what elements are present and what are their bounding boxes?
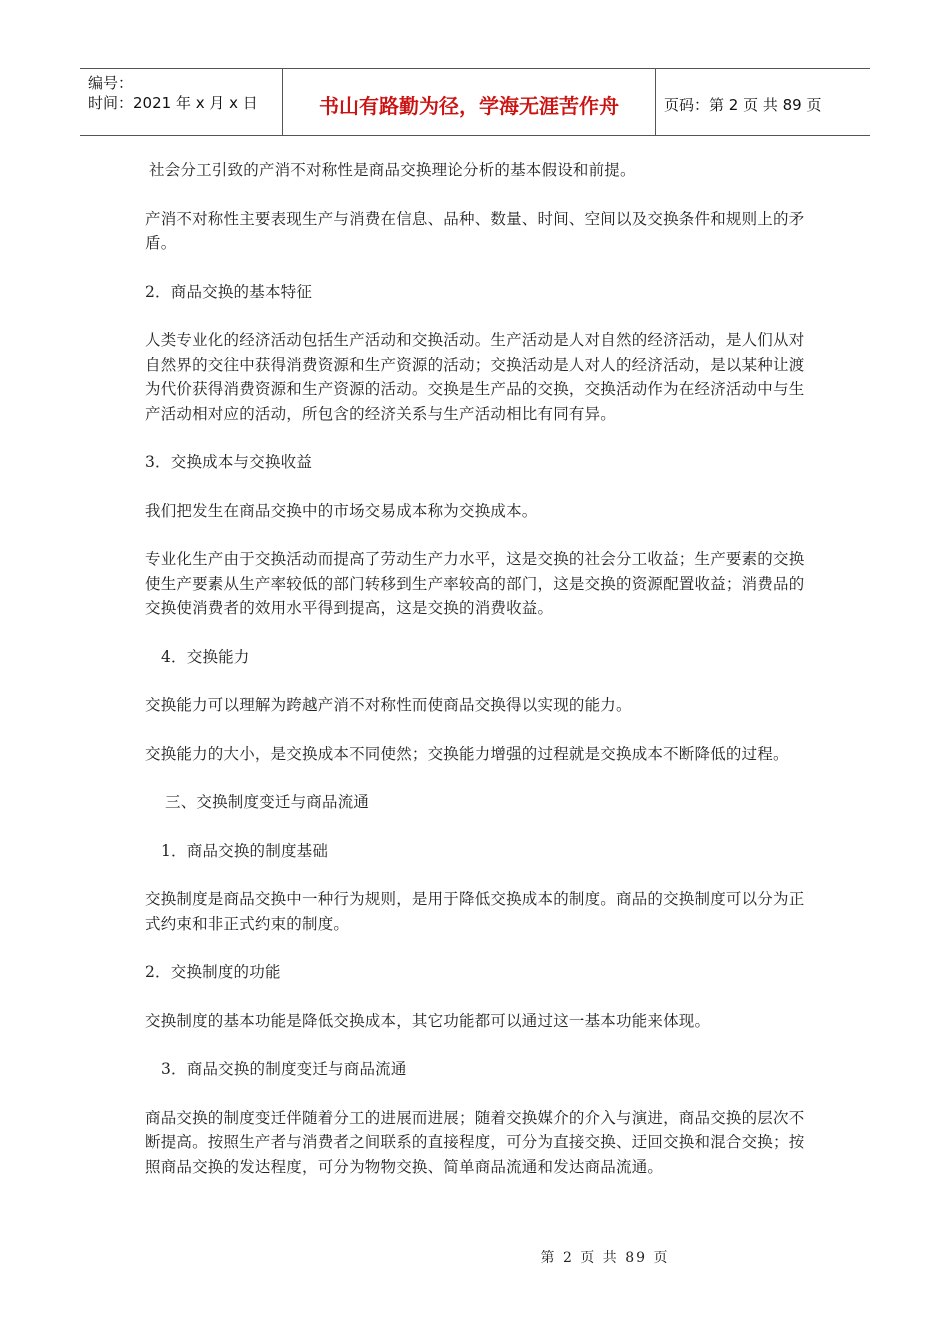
chapter-heading: 三、交换制度变迁与商品流通 xyxy=(165,793,370,811)
header-motto: 书山有路勤为径，学海无涯苦作舟 xyxy=(282,69,656,135)
document-body xyxy=(145,158,810,1179)
footer-page-number: 第 2 页 共 89 页 xyxy=(540,1250,670,1266)
header-meta xyxy=(80,69,282,135)
paragraph: 交换能力可以理解为跨越产消不对称性而使商品交换得以实现的能力。 xyxy=(145,696,632,714)
page-header xyxy=(80,68,870,136)
page-footer xyxy=(0,1247,950,1267)
paragraph: 交换能力的大小，是交换成本不同使然；交换能力增强的过程就是交换成本不断降低的过程。 xyxy=(145,744,789,763)
section-heading: 2．商品交换的基本特征 xyxy=(145,282,313,301)
section-heading: 3．商品交换的制度变迁与商品流通 xyxy=(161,1060,407,1078)
paragraph: 社会分工引致的产消不对称性是商品交换理论分析的基本假设和前提。 xyxy=(149,161,636,179)
paragraph: 人类专业化的经济活动包括生产活动和交换活动。生产活动是人对自然的经济活动，是人们从对自然界的交往中获得消费资源和生产资源的活动；交换活动是人对人的经济活动，是以某种让渡为代价获得消费资源和生产资源的活动。交换是生产品的交换，交换活动作为在经济活动中与生产活动相对应的活动，所包含的经济关系与生产活动相比有同有异。 xyxy=(145,331,805,423)
section-heading: 3．交换成本与交换收益 xyxy=(145,453,313,471)
paragraph: 交换制度是商品交换中一种行为规则，是用于降低交换成本的制度。商品的交换制度可以分为正式约束和非正式约束的制度。 xyxy=(145,890,805,933)
paragraph: 产消不对称性主要表现生产与消费在信息、品种、数量、时间、空间以及交换条件和规则上的矛盾。 xyxy=(145,209,805,252)
section-heading: 2．交换制度的功能 xyxy=(145,963,281,981)
section-heading: 1．商品交换的制度基础 xyxy=(161,841,329,860)
section-heading: 4．交换能力 xyxy=(161,647,250,666)
paragraph: 我们把发生在商品交换中的市场交易成本称为交换成本。 xyxy=(145,501,538,520)
header-page-info: 页码：第 2 页 共 89 页 xyxy=(664,95,822,114)
document-number-label: 编号： xyxy=(88,74,134,92)
paragraph: 专业化生产由于交换活动而提高了劳动生产力水平，这是交换的社会分工收益；生产要素的交换使生产要素从生产率较低的部门转移到生产率较高的部门，这是交换的资源配置收益；消费品的交换使消费者的效用水平得到提高，这是交换的消费收益。 xyxy=(145,550,805,617)
paragraph: 交换制度的基本功能是降低交换成本，其它功能都可以通过这一基本功能来体现。 xyxy=(145,1011,711,1030)
paragraph: 商品交换的制度变迁伴随着分工的进展而进展；随着交换媒介的介入与演进，商品交换的层次不断提高。按照生产者与消费者之间联系的直接程度，可分为直接交换、迂回交换和混合交换；按照商品交换的发达程度，可分为物物交换、简单商品流通和发达商品流通。 xyxy=(145,1108,805,1176)
document-time-label: 时间：2021 年 x 月 x 日 xyxy=(88,94,258,112)
